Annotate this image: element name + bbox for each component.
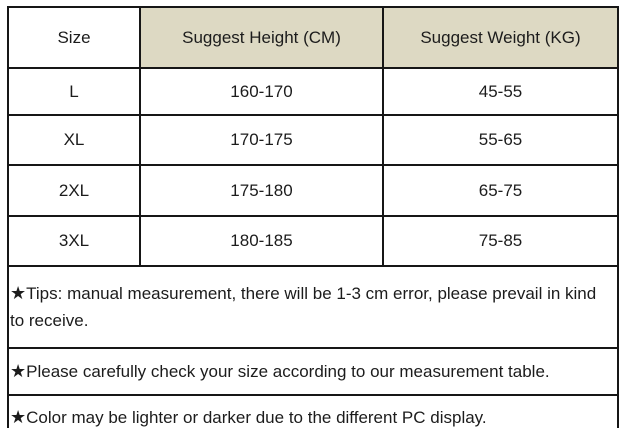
- size-cell: L: [8, 68, 140, 115]
- size-cell: 2XL: [8, 165, 140, 216]
- star-icon: ★: [10, 407, 27, 428]
- table-row-xl: [8, 115, 618, 165]
- header-row: [8, 7, 618, 68]
- note-row-check-size: [8, 348, 618, 395]
- star-icon: ★: [10, 283, 27, 304]
- note-text: Color may be lighter or darker due to the different PC display.: [26, 408, 487, 427]
- table-row-2xl: [8, 165, 618, 216]
- size-cell: XL: [8, 115, 140, 165]
- height-cell: 175-180: [140, 165, 383, 216]
- note-cell: [8, 395, 618, 428]
- note-row-tips: [8, 266, 618, 348]
- header-size: Size: [8, 7, 140, 68]
- table-row-l: [8, 68, 618, 115]
- weight-cell: 65-75: [383, 165, 618, 216]
- note-cell: [8, 348, 618, 395]
- note-text: Please carefully check your size according to our measurement table.: [26, 362, 550, 381]
- table-row-3xl: [8, 216, 618, 266]
- header-suggest-height: Suggest Height (CM): [140, 7, 383, 68]
- weight-cell: 75-85: [383, 216, 618, 266]
- note-text: Tips: manual measurement, there will be 1-3 cm error, please prevail in kind to receive.: [10, 284, 597, 330]
- size-table: [7, 6, 619, 428]
- size-cell: 3XL: [8, 216, 140, 266]
- note-row-color: [8, 395, 618, 428]
- height-cell: 170-175: [140, 115, 383, 165]
- note-cell: [8, 266, 618, 348]
- height-cell: 180-185: [140, 216, 383, 266]
- header-suggest-weight: Suggest Weight (KG): [383, 7, 618, 68]
- weight-cell: 45-55: [383, 68, 618, 115]
- weight-cell: 55-65: [383, 115, 618, 165]
- star-icon: ★: [10, 361, 27, 382]
- height-cell: 160-170: [140, 68, 383, 115]
